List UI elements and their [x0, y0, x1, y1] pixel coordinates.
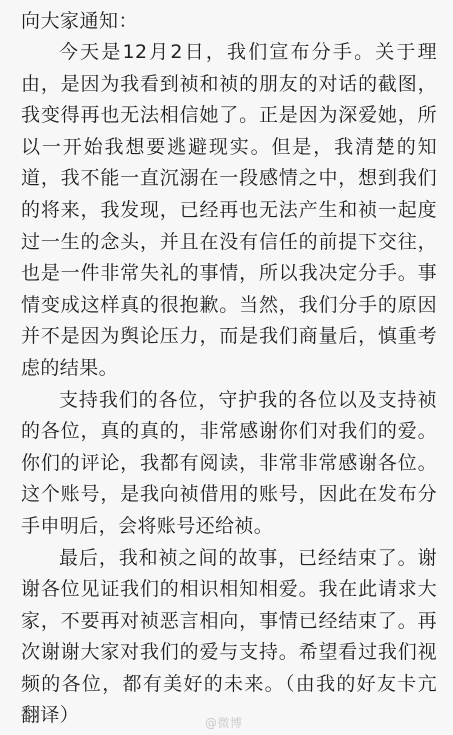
- notice-paragraph-3: 最后，我和祯之间的故事，已经结束了。谢谢各位见证我们的相识相知相爱。我在此请求大家，不要再对祯恶言相向，事情已经结束了。再次谢谢大家对我们的爱与支持。希望看过我们视频的各位，都有美好的未来。（由我的好友卡亢翻译）: [21, 546, 437, 727]
- weibo-watermark: @微博: [205, 716, 243, 730]
- notice-paragraph-2: 支持我们的各位，守护我的各位以及支持祯的各位，真的真的，非常感谢你们对我们的爱。你们的评论，我都有阅读，非常非常感谢各位。这个账号，是我向祯借用的账号，因此在发布分手申明后，会将账号还给祯。: [21, 388, 437, 537]
- notice-paragraph-1: 今天是12月2日，我们宣布分手。关于理由，是因为我看到祯和祯的朋友的对话的截图，我变得再也无法相信她了。正是因为深爱她，所以一开始我想要逃避现实。但是，我清楚的知道，我不能一直沉溺在一段感情之中，想到我们的将来，我发现，已经再也无法产生和祯一起度过一生的念头，并且在没有信任的前提下交往，也是一件非常失礼的事情，所以我决定分手。事情变成这样真的很抱歉。当然，我们分手的原因并不是因为舆论压力，而是我们商量后，慎重考虑的结果。: [21, 41, 437, 379]
- notice-heading: 向大家通知：: [21, 10, 139, 32]
